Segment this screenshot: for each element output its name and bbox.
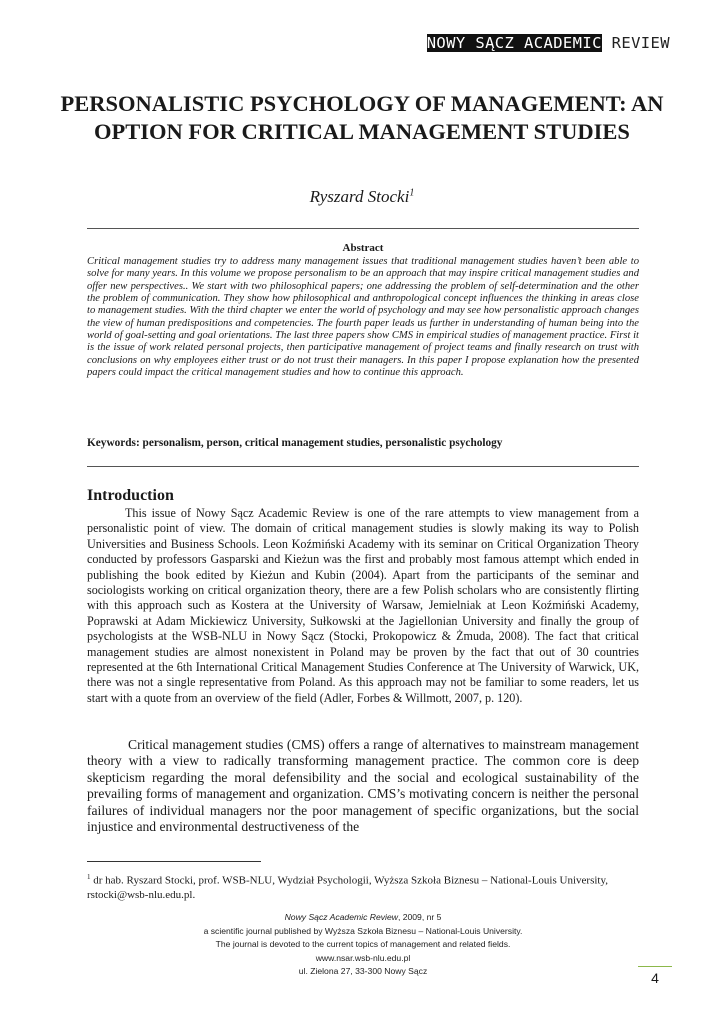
- footer-issue: , 2009, nr 5: [397, 912, 442, 922]
- keywords: Keywords: personalism, person, critical management studies, personalistic psychology: [87, 437, 503, 449]
- article-title: PERSONALISTIC PSYCHOLOGY OF MANAGEMENT: AN OPTION FOR CRITICAL MANAGEMENT STUDIES: [60, 91, 664, 144]
- abstract-top-divider: [87, 228, 639, 229]
- body-paragraph-2: Critical management studies (CMS) offers a range of alternatives to mainstream management theory with a view to radically transforming management practice. The common core is deep skepticism regarding the moral defensibility and the social and ecological sustainability of the prevailing forms of management and organization. CMS’s motivating concern is neither the personal failures of individual managers nor the poor management of specific organizations, but the social injustice and environmental destructiveness of the: [87, 737, 639, 835]
- running-head-rest: REVIEW: [601, 34, 670, 52]
- abstract-heading: Abstract: [342, 242, 384, 254]
- footer-description: The journal is devoted to the current topics of management and related fields.: [215, 939, 511, 949]
- footer-website[interactable]: www.nsar.wsb-nlu.edu.pl: [315, 952, 411, 963]
- footer-address: ul. Zielona 27, 33-300 Nowy Sącz: [298, 966, 428, 976]
- footnote-mark: 1: [87, 873, 91, 881]
- footer-publisher: a scientific journal published by Wyższa Szkoła Biznesu – National-Louis University.: [203, 925, 523, 936]
- running-head-highlight: NOWY SĄCZ ACADEMIC: [426, 34, 602, 52]
- abstract-bottom-divider: [87, 466, 639, 467]
- page-footer: [87, 911, 639, 979]
- abstract-text: Critical management studies try to address many management issues that traditional management studies haven’t been able to solve for many years. In this volume we propose personalism to be an approach that may inspire critical management studies and offer new perspectives.. We start with two philosophical papers; one addressing the problem of self-determination and the other the problem of communication. They show how philosophical and anthropological concept influences the thinking in areas close to management studies. With the third chapter we enter the world of psychology and may see how personalistic approach changes the view of human predispositions and competencies. The fourth paper leads us further in understanding of human being into the world of goal-setting and goal orientations. The last three papers show CMS in empirical studies of management practice. First it is the issue of work related personal projects, then participative management of project teams and finally research on trust with conclusions on why employees either trust or do not trust their managers. In this paper I propose explanation how the presented papers could impact the critical management studies and how to continue this approach.: [87, 256, 639, 379]
- author-name: Ryszard Stocki: [309, 187, 410, 206]
- running-head: [427, 34, 670, 52]
- footnote: [87, 870, 639, 902]
- author-line: [60, 187, 664, 207]
- author-footnote-mark[interactable]: 1: [409, 187, 415, 199]
- page-number: 4: [651, 970, 659, 986]
- footer-journal-name: Nowy Sącz Academic Review: [284, 912, 398, 922]
- footer-journal-line: [87, 911, 639, 925]
- footnote-divider: [87, 861, 261, 862]
- page-number-rule: [638, 966, 672, 967]
- section-heading-introduction: Introduction: [87, 487, 174, 504]
- footnote-text: dr hab. Ryszard Stocki, prof. WSB-NLU, Wydział Psychologii, Wyższa Szkoła Biznesu – National-Louis University, rstocki@wsb-nlu.edu.pl.: [87, 874, 608, 901]
- body-paragraph-1: This issue of Nowy Sącz Academic Review is one of the rare attempts to view management from a personalistic point of view. The domain of critical management studies is slowly making its way to Polish Universities and Business Schools. Leon Koźmiński Academy with its seminar on Critical Organization Theory conducted by professors Gasparski and Kieżun was the first and probably most famous attempt which ended in publishing the book edited by Kieżun and Kubin (2004). Apart from the participants of the seminar and sociologists working on critical organization theory, there are a few Polish scholars who are consistently flirting with this approach such as Kostera at the University of Warsaw, Jemielniak at Leon Koźmiński Academy, Poprawski at Adam Mickiewicz University, Sułkowski at the Jagiellonian University and finally the group of psychologists at the WSB-NLU in Nowy Sącz (Stocki, Prokopowicz & Żmuda, 2008). The fact that critical management studies are almost nonexistent in Poland may be proven by the fact that out of 30 countries represented at the 6th International Critical Management Studies Conference at The University of Warwick, UK, there was not a single representative from Poland. As this approach may not be familiar to some readers, let us start with a quote from an overview of the field (Adler, Forbes & Willmott, 2007, p. 120).: [87, 506, 639, 705]
